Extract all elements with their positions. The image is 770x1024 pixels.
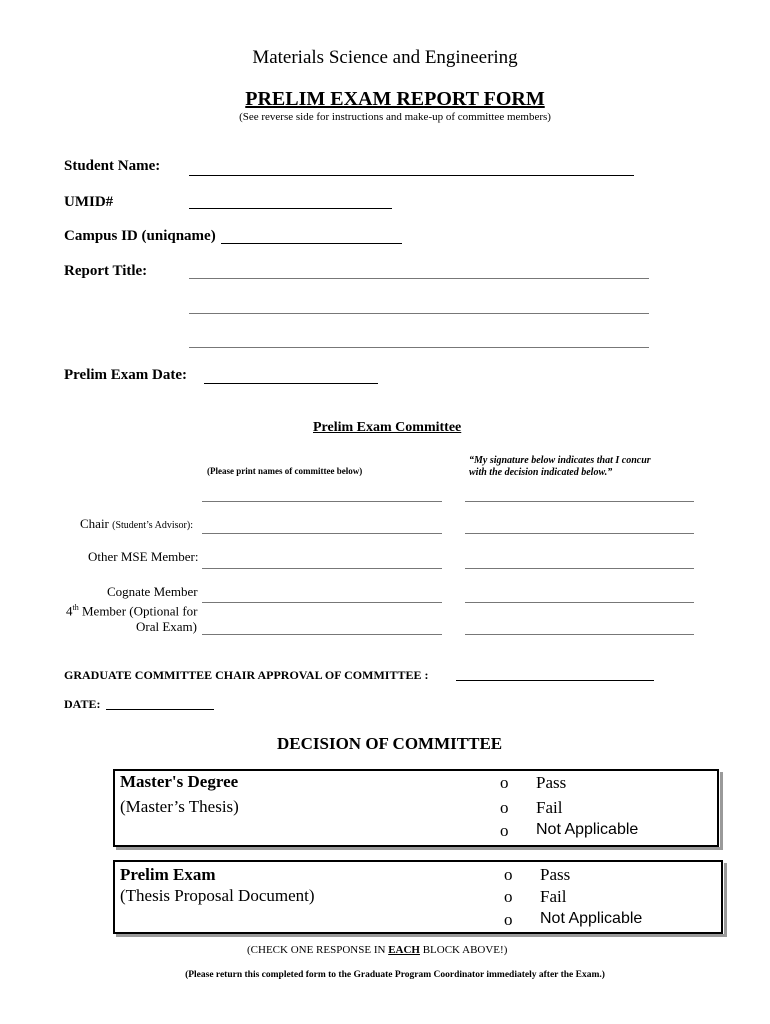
report-title-field-line-3[interactable] bbox=[189, 347, 649, 348]
umid-field[interactable] bbox=[189, 208, 392, 209]
check-instruction-pre: (CHECK ONE RESPONSE IN bbox=[247, 944, 389, 956]
campus-id-label: Campus ID (uniqname) bbox=[64, 228, 216, 244]
fourth-member-label-line-2: Oral Exam) bbox=[136, 619, 198, 634]
check-instruction-post: BLOCK ABOVE!) bbox=[419, 944, 508, 956]
cognate-signature-line[interactable] bbox=[465, 602, 694, 603]
fourth-member-signature-line[interactable] bbox=[465, 634, 694, 635]
department-heading: Materials Science and Engineering bbox=[252, 47, 518, 68]
prelim-fail-label: Fail bbox=[540, 887, 567, 906]
chair-label-small: (Student’s Advisor): bbox=[112, 520, 193, 531]
prelim-na-checkbox[interactable]: o bbox=[504, 910, 513, 929]
prelim-pass-label: Pass bbox=[540, 865, 571, 884]
masters-fail-label: Fail bbox=[536, 798, 563, 817]
chair-signature-line[interactable] bbox=[465, 533, 694, 534]
fourth-member-sup: th bbox=[72, 603, 79, 612]
masters-na-checkbox[interactable]: o bbox=[500, 821, 509, 840]
umid-label: UMID# bbox=[64, 194, 114, 210]
cognate-name-line[interactable] bbox=[202, 602, 442, 603]
fourth-member-text: Member (Optional for bbox=[78, 603, 198, 619]
chair-name-line[interactable] bbox=[202, 533, 442, 534]
check-instruction bbox=[247, 944, 507, 956]
masters-pass-checkbox[interactable]: o bbox=[500, 773, 509, 792]
masters-title: Master's Degree bbox=[120, 772, 239, 791]
approval-field[interactable] bbox=[456, 680, 654, 681]
form-title: PRELIM EXAM REPORT FORM bbox=[245, 88, 545, 110]
chair-label-main: Chair bbox=[80, 516, 109, 531]
student-name-label: Student Name: bbox=[64, 158, 161, 174]
prelim-subtitle: (Thesis Proposal Document) bbox=[120, 886, 315, 905]
prelim-na-label: Not Applicable bbox=[540, 910, 643, 927]
chair-label bbox=[80, 516, 193, 532]
prelim-title: Prelim Exam bbox=[120, 865, 216, 884]
other-mse-name-line[interactable] bbox=[202, 568, 442, 569]
check-instruction-each: EACH bbox=[388, 944, 420, 956]
form-subtitle: (See reverse side for instructions and make-up of committee members) bbox=[239, 111, 551, 123]
fourth-member-prefix: 4 bbox=[66, 603, 73, 619]
report-title-label: Report Title: bbox=[64, 263, 148, 279]
report-title-field-line-1[interactable] bbox=[189, 278, 649, 279]
committee-name-line-top[interactable] bbox=[202, 501, 442, 502]
other-mse-label: Other MSE Member: bbox=[88, 549, 199, 564]
report-title-field-line-2[interactable] bbox=[189, 313, 649, 314]
committee-signature-line-top[interactable] bbox=[465, 501, 694, 502]
prelim-pass-checkbox[interactable]: o bbox=[504, 865, 513, 884]
masters-subtitle: (Master’s Thesis) bbox=[120, 797, 239, 816]
fourth-member-name-line[interactable] bbox=[202, 634, 442, 635]
signature-note-line-2: with the decision indicated below.” bbox=[469, 467, 613, 478]
campus-id-field[interactable] bbox=[221, 243, 402, 244]
masters-na-label: Not Applicable bbox=[536, 821, 639, 838]
date-field[interactable] bbox=[106, 709, 214, 710]
names-note: (Please print names of committee below) bbox=[207, 466, 363, 476]
signature-note-line-1: “My signature below indicates that I concur bbox=[469, 455, 651, 466]
prelim-fail-checkbox[interactable]: o bbox=[504, 887, 513, 906]
fourth-member-label bbox=[66, 603, 198, 619]
decision-heading: DECISION OF COMMITTEE bbox=[277, 734, 503, 753]
date-label: DATE: bbox=[64, 697, 101, 711]
cognate-label: Cognate Member bbox=[107, 584, 198, 599]
exam-date-field[interactable] bbox=[204, 383, 378, 384]
committee-heading: Prelim Exam Committee bbox=[313, 420, 462, 435]
masters-pass-label: Pass bbox=[536, 773, 567, 792]
other-mse-signature-line[interactable] bbox=[465, 568, 694, 569]
approval-label: GRADUATE COMMITTEE CHAIR APPROVAL OF COMMITTEE : bbox=[64, 668, 429, 682]
return-note: (Please return this completed form to the Graduate Program Coordinator immediately after the Exam.) bbox=[185, 970, 605, 980]
exam-date-label: Prelim Exam Date: bbox=[64, 367, 188, 383]
masters-fail-checkbox[interactable]: o bbox=[500, 798, 509, 817]
student-name-field[interactable] bbox=[189, 175, 634, 176]
